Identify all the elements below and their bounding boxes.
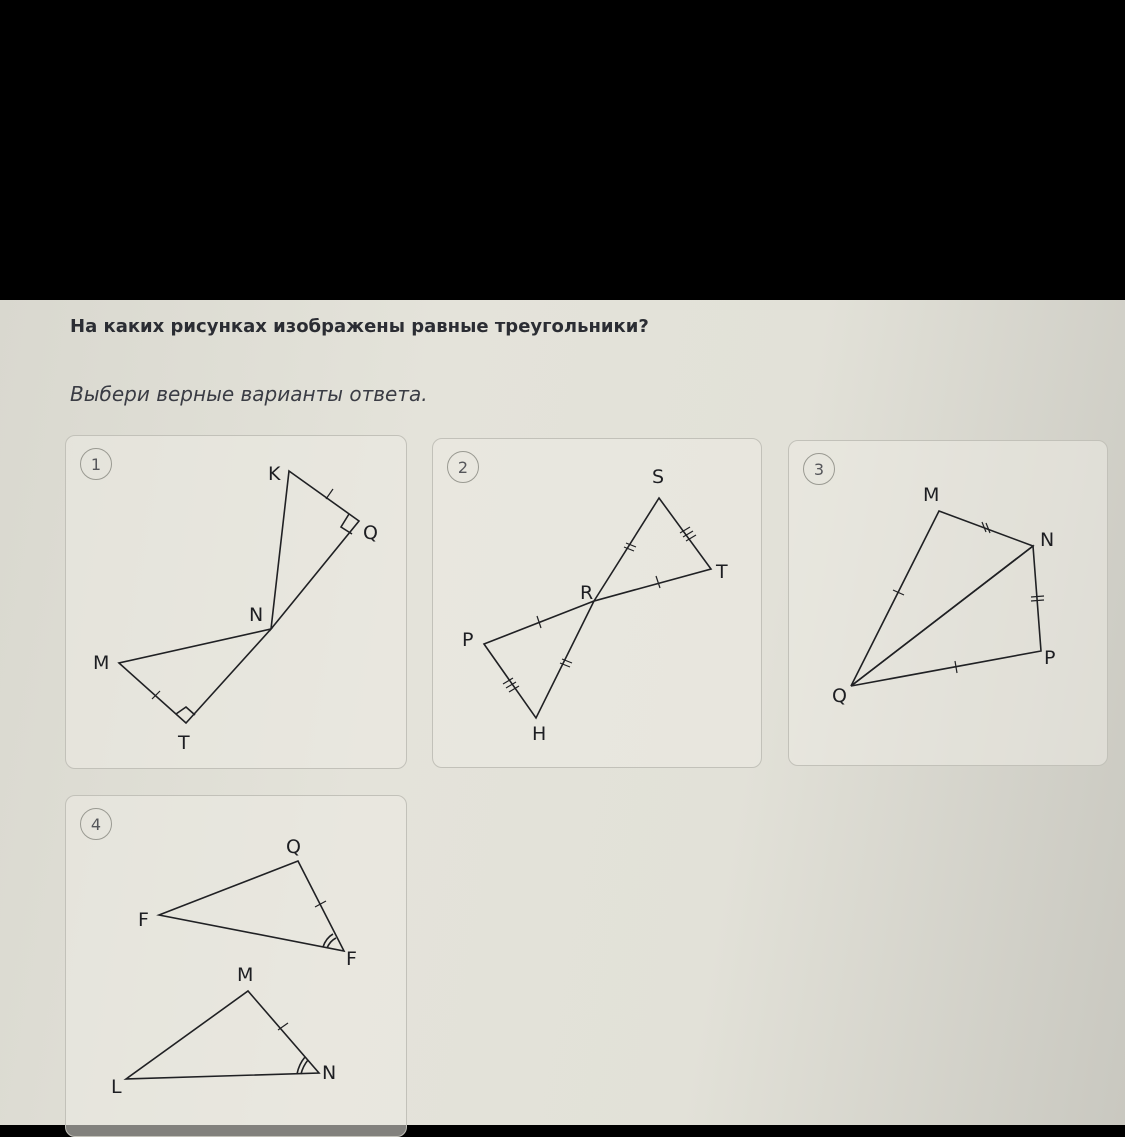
triangle-mnq — [851, 511, 1033, 686]
black-frame-top — [0, 0, 1125, 300]
tick-np-1 — [1031, 596, 1044, 597]
vertex-label-f-right: F — [346, 948, 357, 970]
option-number-4: 4 — [80, 808, 112, 840]
tick-rt — [656, 576, 660, 588]
answer-option-3[interactable] — [788, 440, 1108, 766]
tick-kq — [326, 489, 333, 499]
vertex-label-q: Q — [286, 836, 301, 858]
triangle-lmn — [126, 991, 319, 1079]
answer-option-2[interactable] — [432, 438, 762, 768]
question-title: На каких рисунках изображены равные треугольники? — [70, 316, 649, 337]
vertex-label-l: L — [111, 1076, 122, 1098]
vertex-label-n: N — [1040, 529, 1055, 551]
figure-1 — [66, 436, 406, 768]
triangle-npq — [851, 546, 1041, 686]
vertex-label-s: S — [652, 466, 665, 488]
figure-2 — [433, 439, 761, 767]
vertex-label-k: K — [268, 463, 281, 485]
task-screen — [0, 300, 1125, 1125]
triangle-mtn — [119, 629, 271, 723]
triangle-kqn — [271, 471, 359, 629]
triangle-str — [594, 498, 711, 601]
vertex-label-t: T — [178, 732, 190, 754]
vertex-label-q: Q — [832, 685, 847, 707]
vertex-label-f-left: F — [138, 909, 149, 931]
vertex-label-m: M — [93, 652, 110, 674]
instruction-text: Выбери верные варианты ответа. — [70, 382, 428, 406]
answer-option-1[interactable] — [65, 435, 407, 769]
option-number-1: 1 — [80, 448, 112, 480]
right-angle-t — [176, 707, 195, 715]
triangle-phr — [484, 601, 594, 718]
answer-option-4[interactable] — [65, 795, 407, 1137]
vertex-label-r: R — [580, 582, 594, 604]
angle-arc-f-2 — [327, 938, 336, 948]
option-number-2: 2 — [447, 451, 479, 483]
figure-3 — [789, 441, 1107, 765]
tick-np-2 — [1031, 600, 1044, 601]
vertex-label-m: M — [923, 484, 940, 506]
vertex-label-p: P — [462, 629, 474, 651]
vertex-label-m: M — [237, 964, 254, 986]
vertex-label-n: N — [249, 604, 264, 626]
vertex-label-t: T — [716, 561, 728, 583]
vertex-label-n: N — [322, 1062, 337, 1084]
vertex-label-q: Q — [363, 522, 378, 544]
option-number-3: 3 — [803, 453, 835, 485]
vertex-label-h: H — [532, 723, 547, 745]
vertex-label-p: P — [1044, 647, 1056, 669]
